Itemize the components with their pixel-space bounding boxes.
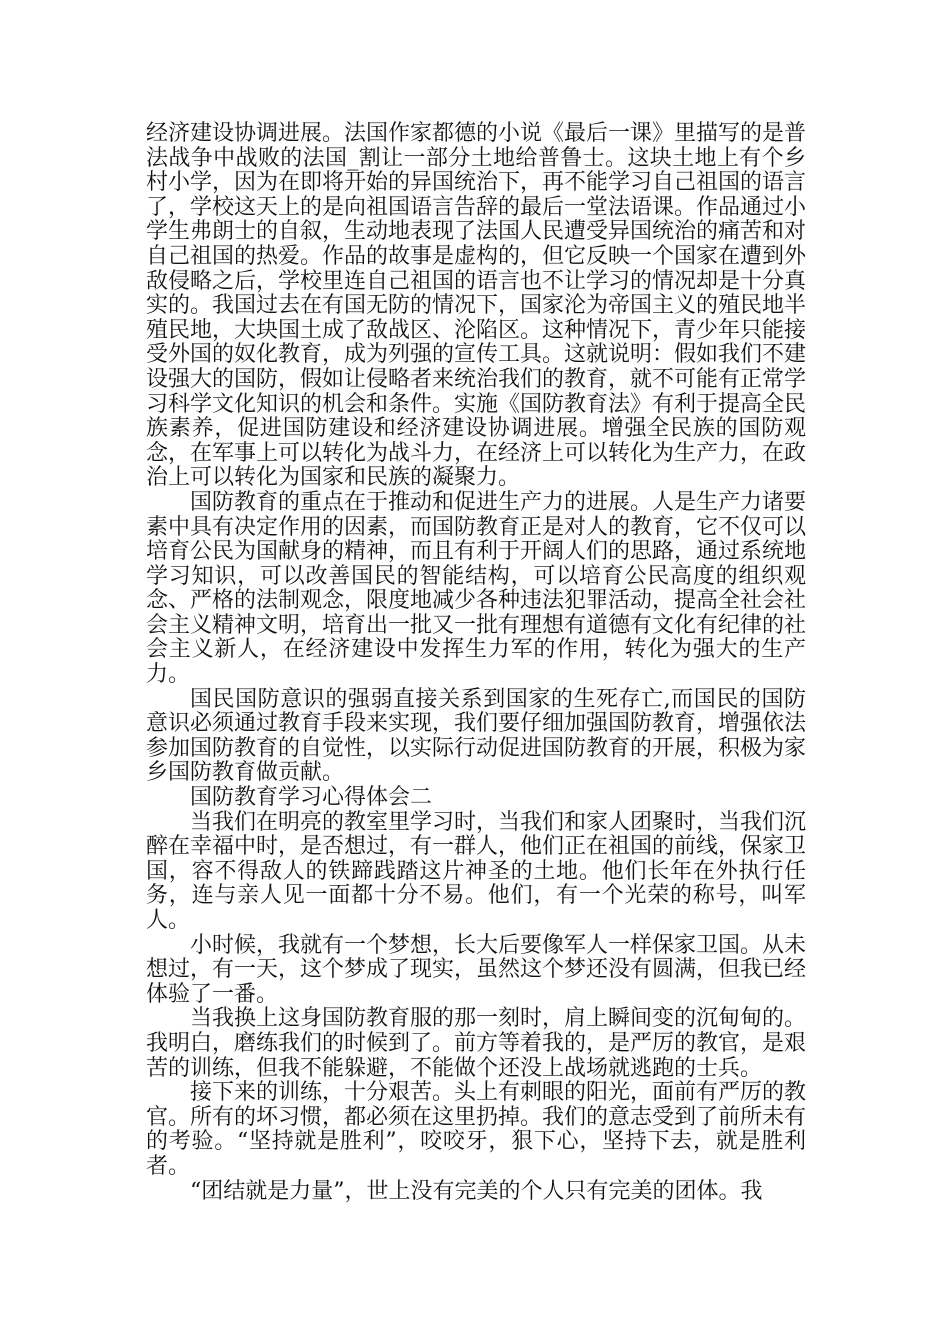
paragraph-uniform: 当我换上这身国防教育服的那一刻时，肩上瞬间变的沉甸甸的。我明白，磨练我们的时候到了。前方等着我的，是严厉的教官，是艰苦的训练，但我不能躲避，不能做个还没上战场就逃跑的士兵。: [146, 1006, 807, 1081]
paragraph-childhood-dream: 小时候，我就有一个梦想，长大后要像军人一样保家卫国。从未想过，有一天，这个梦成了现实，虽然这个梦还没有圆满，但我已经体验了一番。: [146, 932, 807, 1007]
paragraph-soldiers: 当我们在明亮的教室里学习时，当我们和家人团聚时，当我们沉醉在幸福中时，是否想过，有一群人，他们正在祖国的前线，保家卫国，容不得敌人的铁蹄践踏这片神圣的土地。他们长年在外执行任务，连与亲人见一面都十分不易。他们，有一个光荣的称号，叫军人。: [146, 809, 807, 933]
paragraph-unity: “团结就是力量”，世上没有完美的个人只有完美的团体。我: [190, 1178, 763, 1204]
section-heading: 国防教育学习心得体会二: [190, 785, 433, 811]
paragraph-intro-continuation: 经济建设协调进展。法国作家都德的小说《最后一课》里描写的是普法战争中战败的法国_割让一部分土地给普鲁士。这块土地上有个乡村小学，因为在即将开始的异国统治下，再不能学习自己祖国的语言了，学校这天上的是向祖国语言告辞的最后一堂法语课。作品通过小学生弗朗士的自叙，生动地表现了法国人民遭受异国统治的痛苦和对自己祖国的热爱。作品的故事是虚构的，但它反映一个国家在遭到外敌侵略之后，学校里连自己祖国的语言也不让学习的情况却是十分真实的。我国过去在有国无防的情况下，国家沦为帝国主义的殖民地半殖民地，大块国土成了敌战区、沦陷区。这种情况下，青少年只能接受外国的奴化教育，成为列强的宣传工具。这就说明：假如我们不建设强大的国防，假如让侵略者来统治我们的教育，就不可能有正常学习科学文化知识的机会和条件。实施《国防教育法》有利于提高全民族素养，促进国防建设和经济建设协调进展。增强全民族的国防观念，在军事上可以转化为战斗力，在经济上可以转化为生产力，在政治上可以转化为国家和民族的凝聚力。: [146, 121, 807, 491]
paragraph-productivity: 国防教育的重点在于推动和促进生产力的进展。人是生产力诸要素中具有决定作用的因素，而国防教育正是对人的教育，它不仅可以培育公民为国献身的精神，而且有利于开阔人们的思路，通过系统地学习知识，可以改善国民的智能结构，可以培育公民高度的组织观念、严格的法制观念，限度地减少各种违法犯罪活动，提高全社会社会主义精神文明，培育出一批又一批有理想有道德有文化有纪律的社会主义新人，在经济建设中发挥生力军的作用，转化为强大的生产力。: [146, 489, 807, 688]
document-page: [146, 122, 806, 1204]
paragraph-training: 接下来的训练，十分艰苦。头上有刺眼的阳光，面前有严厉的教官。所有的坏习惯，都必须在这里扔掉。我们的意志受到了前所未有的考验。“坚持就是胜利”，咬咬牙，狠下心，坚持下去，就是胜利者。: [146, 1080, 807, 1179]
paragraph-awareness: 国民国防意识的强弱直接关系到国家的生死存亡,而国民的国防意识必须通过教育手段来实现，我们要仔细加强国防教育，增强依法参加国防教育的自觉性，以实际行动促进国防教育的开展，积极为家乡国防教育做贡献。: [146, 686, 807, 786]
